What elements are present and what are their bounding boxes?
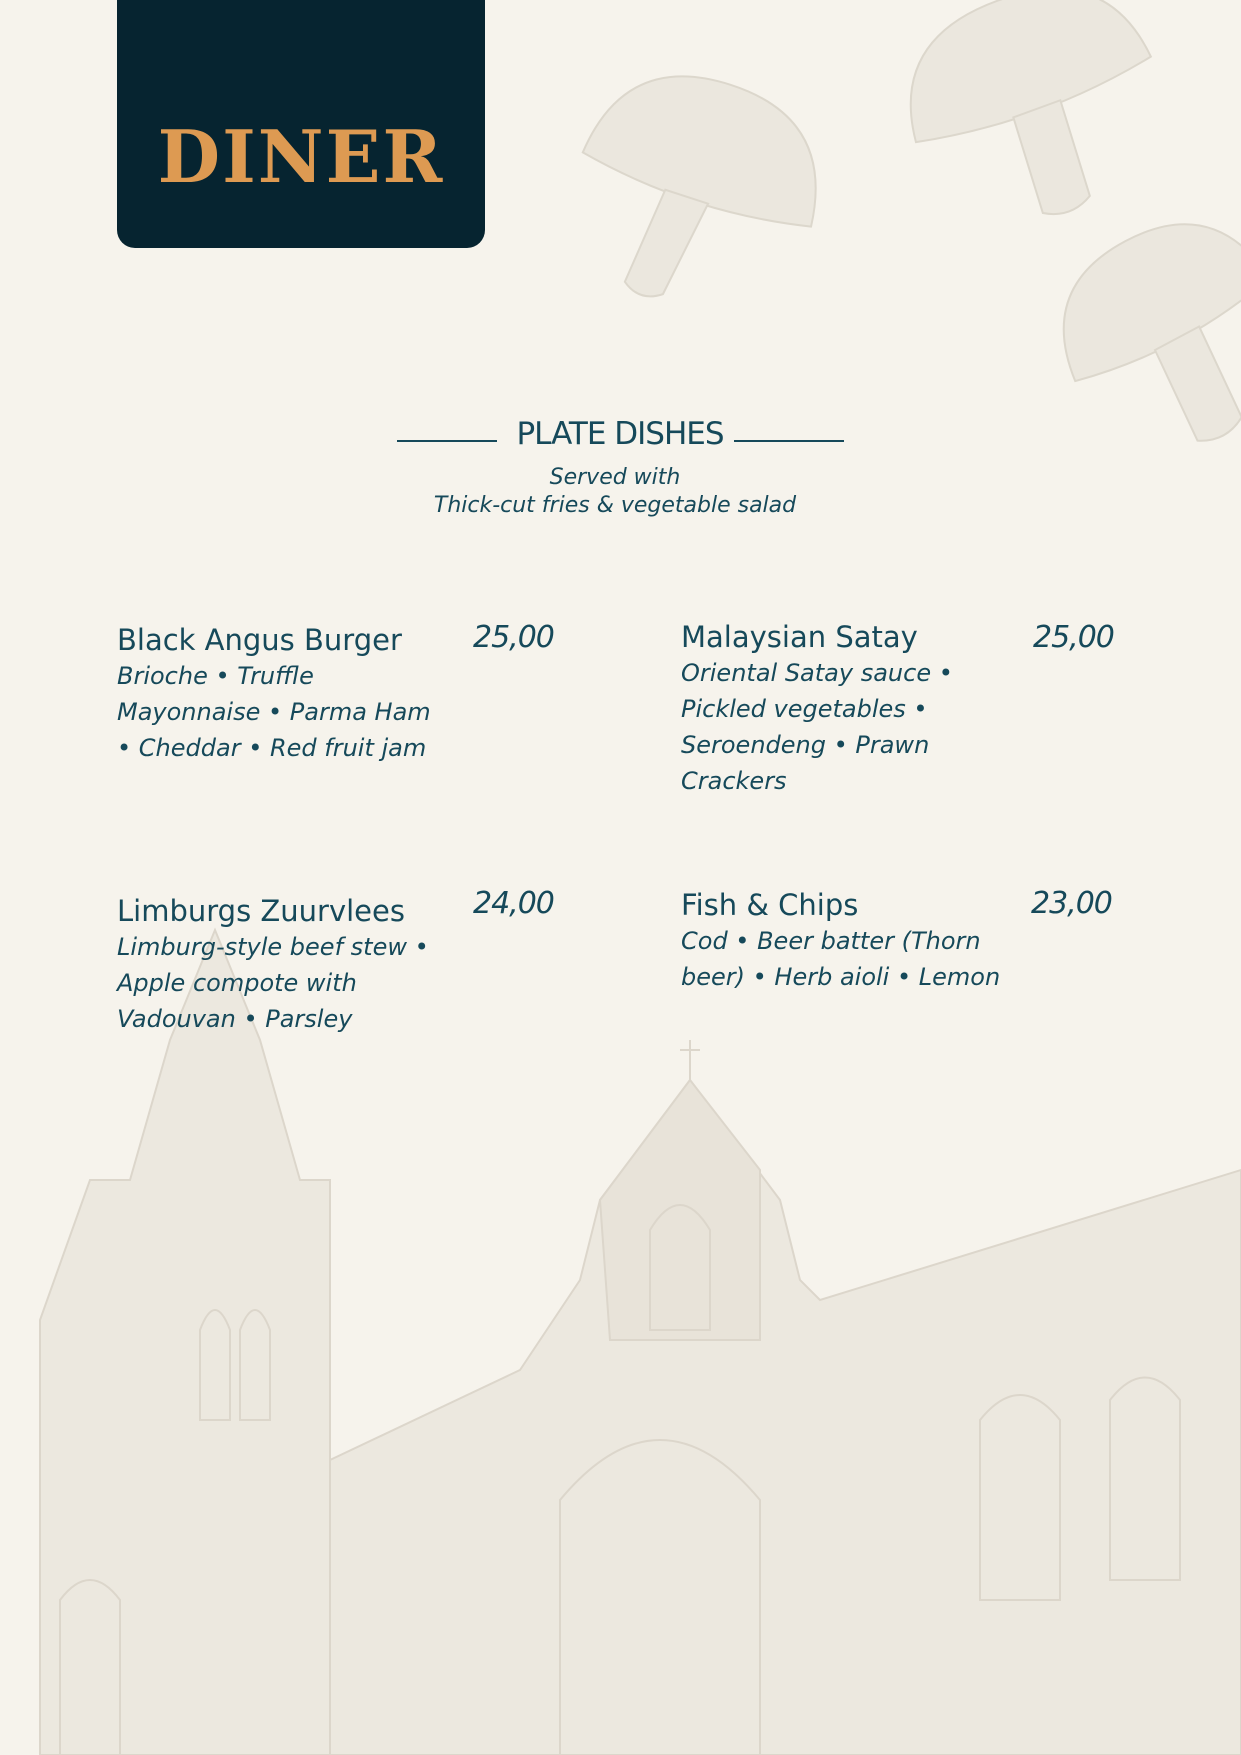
menu-title: DINER [157, 113, 445, 199]
dish-item [117, 893, 447, 1037]
dish-description: Oriental Satay sauce • Pickled vegetables • Seroendeng • Prawn Crackers [681, 659, 953, 795]
title-banner [117, 0, 485, 248]
dish-name: Limburgs Zuurvlees [117, 894, 405, 928]
dish-price: 24,00 [473, 886, 554, 921]
served-line-2: Thick-cut fries & vegetable salad [433, 493, 797, 518]
divider-right [734, 440, 844, 442]
section-header [390, 412, 850, 462]
dish-name: Black Angus Burger [117, 623, 402, 657]
served-with-note [390, 464, 840, 520]
dish-item [117, 622, 447, 766]
dish-price: 23,00 [1031, 886, 1112, 921]
dish-description: Cod • Beer batter (Thorn beer) • Herb aioli • Lemon [681, 927, 1001, 991]
dish-item [681, 887, 1021, 995]
dish-price: 25,00 [1033, 620, 1114, 655]
dish-item [681, 619, 991, 799]
dish-description: Limburg-style beef stew • Apple compote with Vadouvan • Parsley [117, 933, 429, 1033]
dish-price: 25,00 [473, 620, 554, 655]
dish-name: Fish & Chips [681, 888, 859, 922]
served-line-1: Served with [549, 465, 681, 490]
dish-description: Brioche • Truffle Mayonnaise • Parma Ham • Cheddar • Red fruit jam [117, 662, 431, 762]
church-illustration [40, 930, 1241, 1755]
section-heading: PLATE DISHES [516, 416, 724, 452]
dish-name: Malaysian Satay [681, 620, 918, 654]
